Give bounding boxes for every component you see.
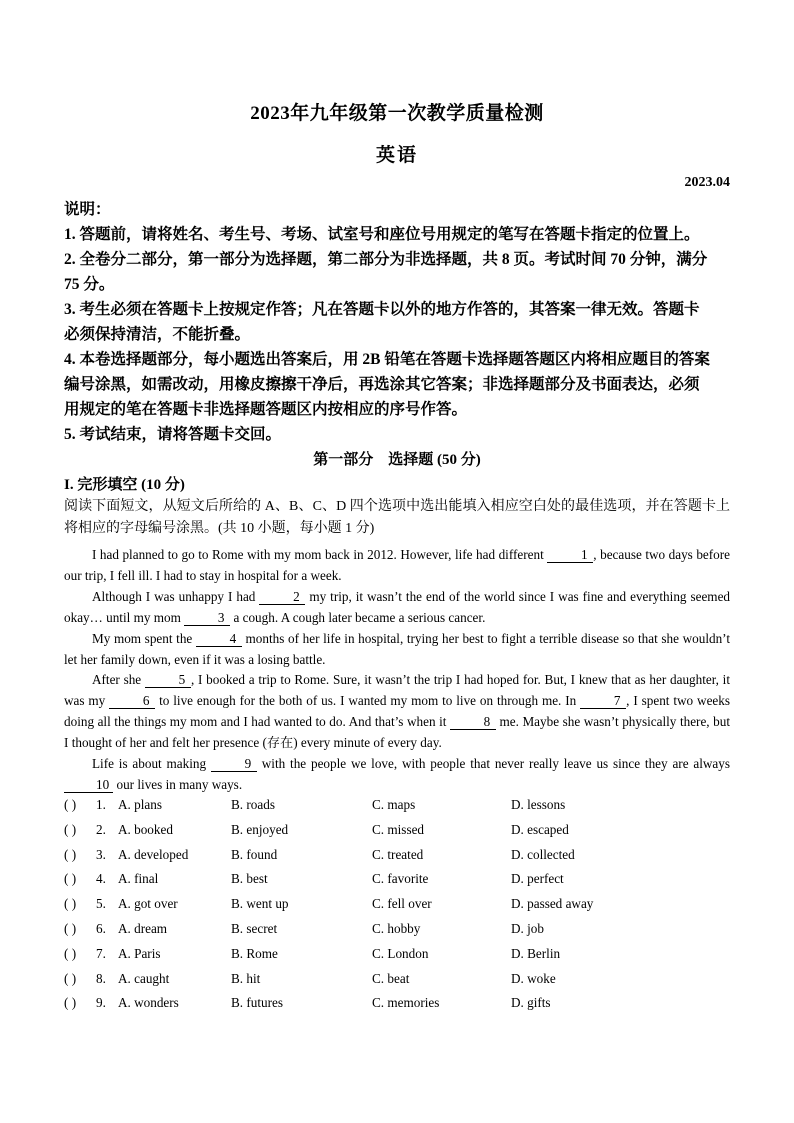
option-d: D. woke (511, 970, 556, 986)
option-a: A. Paris (118, 945, 161, 961)
exam-date: 2023.04 (684, 175, 730, 190)
part-one-title: 第一部分 选择题 (50 分) (313, 452, 481, 468)
option-c: C. favorite (372, 871, 429, 887)
cloze-instruction: 阅读下面短文，从短文后所给的 A、B、C、D 四个选项中选出能填入相应空白处的最佳选项，并在答题卡上将相应的字母编号涂黑。(共 10 小题，每小题 1 分) (64, 499, 730, 536)
passage-paragraph: Life is about making 9 with the people we love, with people that never really leave us since they are always 10 our lives in many ways. (64, 754, 730, 796)
option-b: B. enjoyed (231, 821, 289, 837)
option-a: A. wonders (118, 995, 179, 1011)
instructions-block (64, 197, 730, 447)
question-row (64, 896, 730, 921)
question-number: 7. (96, 945, 106, 961)
answer-bracket: ( ) (64, 945, 77, 961)
option-c: C. treated (372, 846, 424, 862)
instructions-label: 说明： (64, 201, 111, 218)
instruction-line: 2. 全卷分二部分，第一部分为选择题，第二部分为非选择题，共 8 页。考试时间 70 分钟，满分 (64, 251, 708, 268)
option-c: C. missed (372, 821, 425, 837)
instruction-line: 1. 答题前，请将姓名、考生号、考场、试室号和座位号用规定的笔写在答题卡指定的位置上。 (64, 226, 700, 243)
option-d: D. gifts (511, 995, 551, 1011)
option-d: D. escaped (511, 821, 569, 837)
option-d: D. lessons (511, 797, 566, 812)
instruction-line: 4. 本卷选择题部分，每小题选出答案后，用 2B 铅笔在答题卡选择题答题区内将相应题目的答案 (64, 351, 710, 368)
option-b: B. secret (231, 920, 278, 936)
option-c: C. fell over (372, 896, 432, 912)
passage-paragraph: My mom spent the 4 months of her life in hospital, trying her best to fight a terrible disease so that she wouldn’t let her family down, even if it was a losing battle. (64, 630, 731, 667)
option-b: B. futures (231, 995, 284, 1011)
answer-bracket: ( ) (64, 920, 77, 936)
question-number: 2. (96, 821, 106, 837)
instruction-line: 5. 考试结束，请将答题卡交回。 (64, 426, 282, 443)
cloze-passage (64, 545, 730, 796)
instruction-line: 75 分。 (64, 276, 115, 293)
passage-paragraph: After she 5 , I booked a trip to Rome. Sure, it wasn’t the trip I had hoped for. But, I knew that as her daughter, it was my 6 to live enough for the both of us. I wanted my mom to live on through me. In 7 , I spent two weeks doing all the things my mom and I had wanted to do. And that’s when it 8 me. Maybe she wasn’t physically there, but I thought of her and felt her presence (存在) every minute of every day. (64, 672, 731, 751)
blank-2: 2 (259, 589, 305, 605)
answer-bracket: ( ) (64, 821, 77, 837)
option-c: C. maps (372, 797, 416, 812)
instruction-line: 用规定的笔在答题卡非选择题答题区内按相应的序号作答。 (64, 401, 468, 418)
passage-paragraph: I had planned to go to Rome with my mom back in 2012. However, life had different 1 , because two days before our trip, I fell ill. I had to stay in hospital for a week. (64, 547, 731, 583)
question-number: 5. (96, 896, 106, 912)
option-a: A. developed (118, 846, 189, 862)
question-number: 3. (96, 846, 106, 862)
question-row (64, 822, 730, 847)
answer-bracket: ( ) (64, 797, 77, 812)
question-row (64, 797, 730, 822)
option-b: B. best (231, 871, 268, 887)
question-number: 1. (96, 797, 106, 812)
question-row (64, 847, 730, 872)
option-c: C. memories (372, 995, 440, 1011)
option-a: A. dream (118, 920, 168, 936)
option-a: A. got over (118, 896, 178, 912)
section-cloze-title: I. 完形填空 (10 分) (64, 477, 185, 493)
question-row (64, 971, 730, 996)
answer-bracket: ( ) (64, 995, 77, 1011)
question-row (64, 946, 730, 971)
blank-9: 9 (211, 756, 257, 772)
answer-bracket: ( ) (64, 896, 77, 912)
option-b: B. Rome (231, 945, 278, 961)
question-number: 4. (96, 871, 106, 887)
option-c: C. beat (372, 970, 410, 986)
subject-title: 英语 (375, 145, 418, 166)
option-d: D. perfect (511, 871, 564, 887)
blank-1: 1 (547, 547, 593, 563)
blank-4: 4 (196, 631, 242, 647)
option-a: A. caught (118, 970, 170, 986)
option-c: C. London (372, 945, 429, 961)
option-b: B. hit (231, 970, 261, 986)
answer-bracket: ( ) (64, 970, 77, 986)
option-b: B. roads (231, 797, 275, 812)
option-d: D. passed away (511, 896, 594, 912)
option-a: A. final (118, 871, 159, 887)
passage-paragraph: Although I was unhappy I had 2 my trip, it wasn’t the end of the world since I was fine and everything seemed okay… until my mom 3 a cough. A cough later became a serious cancer. (64, 588, 731, 625)
blank-10: 10 (64, 777, 113, 793)
blank-5: 5 (145, 672, 191, 688)
option-d: D. Berlin (511, 945, 561, 961)
instruction-line: 必须保持清洁，不能折叠。 (64, 326, 251, 343)
option-b: B. went up (231, 896, 289, 912)
question-options (64, 797, 730, 1020)
question-row (64, 995, 730, 1020)
question-number: 8. (96, 970, 106, 986)
option-b: B. found (231, 846, 278, 862)
option-a: A. booked (118, 821, 173, 837)
question-number: 6. (96, 920, 106, 936)
blank-3: 3 (184, 610, 230, 626)
instruction-line: 3. 考生必须在答题卡上按规定作答；凡在答题卡以外的地方作答的，其答案一律无效。答题卡 (64, 301, 700, 318)
question-row (64, 871, 730, 896)
option-d: D. collected (511, 846, 575, 862)
question-row (64, 921, 730, 946)
exam-title: 2023年九年级第一次教学质量检测 (250, 103, 544, 124)
blank-8: 8 (450, 714, 496, 730)
answer-bracket: ( ) (64, 846, 77, 862)
question-number: 9. (96, 995, 106, 1011)
option-d: D. job (511, 920, 544, 936)
option-a: A. plans (118, 797, 162, 812)
blank-7: 7 (580, 693, 626, 709)
option-c: C. hobby (372, 920, 421, 936)
instruction-line: 编号涂黑，如需改动，用橡皮擦擦干净后，再选涂其它答案；非选择题部分及书面表达，必须 (64, 376, 700, 393)
answer-bracket: ( ) (64, 871, 77, 887)
blank-6: 6 (109, 693, 155, 709)
